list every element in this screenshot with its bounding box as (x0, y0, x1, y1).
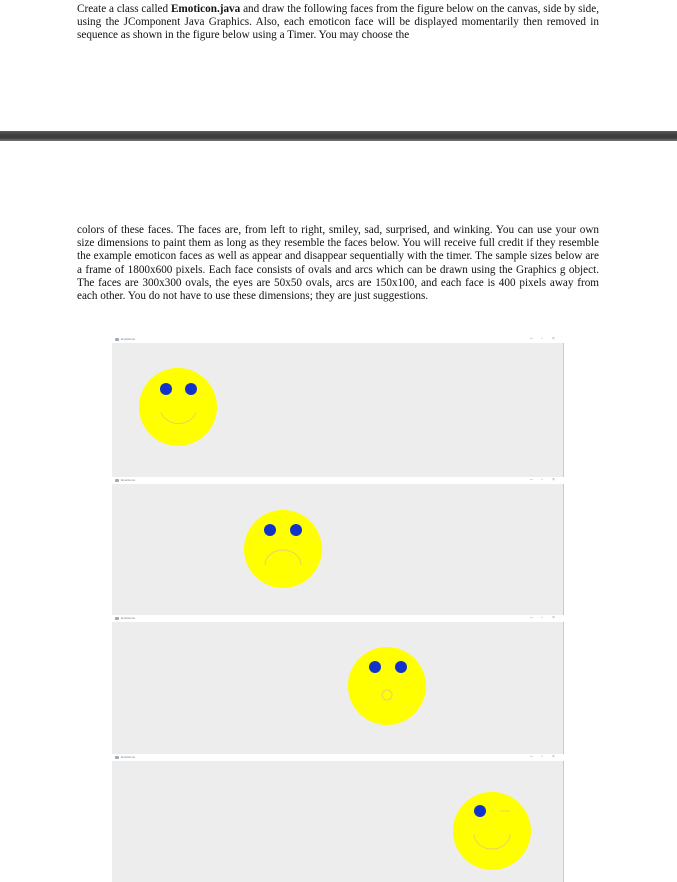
sad-face (244, 510, 322, 588)
minimize-button[interactable]: – (530, 336, 533, 342)
java-app-icon (115, 479, 119, 482)
right-eye (395, 661, 407, 673)
winking-face (453, 792, 531, 870)
canvas (112, 343, 564, 477)
java-app-icon (115, 756, 119, 759)
left-eye (264, 524, 276, 536)
class-name: Emoticon.java (170, 3, 241, 15)
window-title: Emoticons (121, 337, 136, 341)
face-svg (112, 343, 564, 477)
canvas (112, 622, 564, 754)
open-eye (474, 805, 486, 817)
window-title: Emoticons (121, 616, 136, 620)
surprised-face (348, 647, 426, 725)
smiley-face (139, 368, 217, 446)
window-frame-winking (112, 754, 564, 882)
window-titlebar (112, 336, 564, 343)
page-top (0, 0, 677, 131)
right-eye (185, 383, 197, 395)
close-button[interactable]: × (552, 477, 555, 483)
continuation-paragraph: colors of these faces. The faces are, from left to right, smiley, sad, surprised, and winking. You can use your own size dimensions to paint them as long as they resemble the faces below. You will receive full credit if they resemble the example emoticon faces as well as appear and disappear sequentially with the timer. The sample sizes below are a frame of 1800x600 pixels. Each face consists of ovals and arcs which can be drawn using the Graphics g object. The faces are 300x300 ovals, the eyes are 50x50 ovals, arcs are 150x100, and each face is 400 pixels away from each other. You do not have to use these dimensions; they are just suggestions. (77, 224, 599, 303)
left-eye (369, 661, 381, 673)
maximize-button[interactable]: ▫ (541, 615, 543, 621)
window-frame-sad (112, 477, 564, 615)
page-break (0, 131, 677, 141)
left-eye (160, 383, 172, 395)
right-eye (290, 524, 302, 536)
window-titlebar (112, 477, 564, 484)
java-app-icon (115, 338, 119, 341)
close-button[interactable]: × (552, 754, 555, 760)
window-frame-smiley (112, 336, 564, 477)
maximize-button[interactable]: ▫ (541, 477, 543, 483)
window-titlebar (112, 754, 564, 761)
minimize-button[interactable]: – (530, 477, 533, 483)
face-svg (112, 484, 564, 615)
window-title: Emoticons (121, 755, 136, 759)
minimize-button[interactable]: – (530, 754, 533, 760)
canvas (112, 484, 564, 615)
close-button[interactable]: × (552, 336, 555, 342)
window-title: Emoticons (121, 478, 136, 482)
maximize-button[interactable]: ▫ (541, 754, 543, 760)
close-button[interactable]: × (552, 615, 555, 621)
java-app-icon (115, 617, 119, 620)
window-frame-surprised (112, 615, 564, 754)
face-svg (112, 761, 564, 882)
intro-paragraph: Create a class called Emoticon.java and draw the following faces from the figure below on the canvas, side by side, using the JComponent Java Graphics. Also, each emoticon face will be displayed momentarily then removed in sequence as shown in the figure below using a Timer. You may choose the (77, 3, 599, 42)
minimize-button[interactable]: – (530, 615, 533, 621)
maximize-button[interactable]: ▫ (541, 336, 543, 342)
face-svg (112, 622, 564, 754)
intro-text (77, 3, 599, 43)
canvas (112, 761, 564, 882)
continuation-text (77, 224, 599, 303)
window-titlebar (112, 615, 564, 622)
